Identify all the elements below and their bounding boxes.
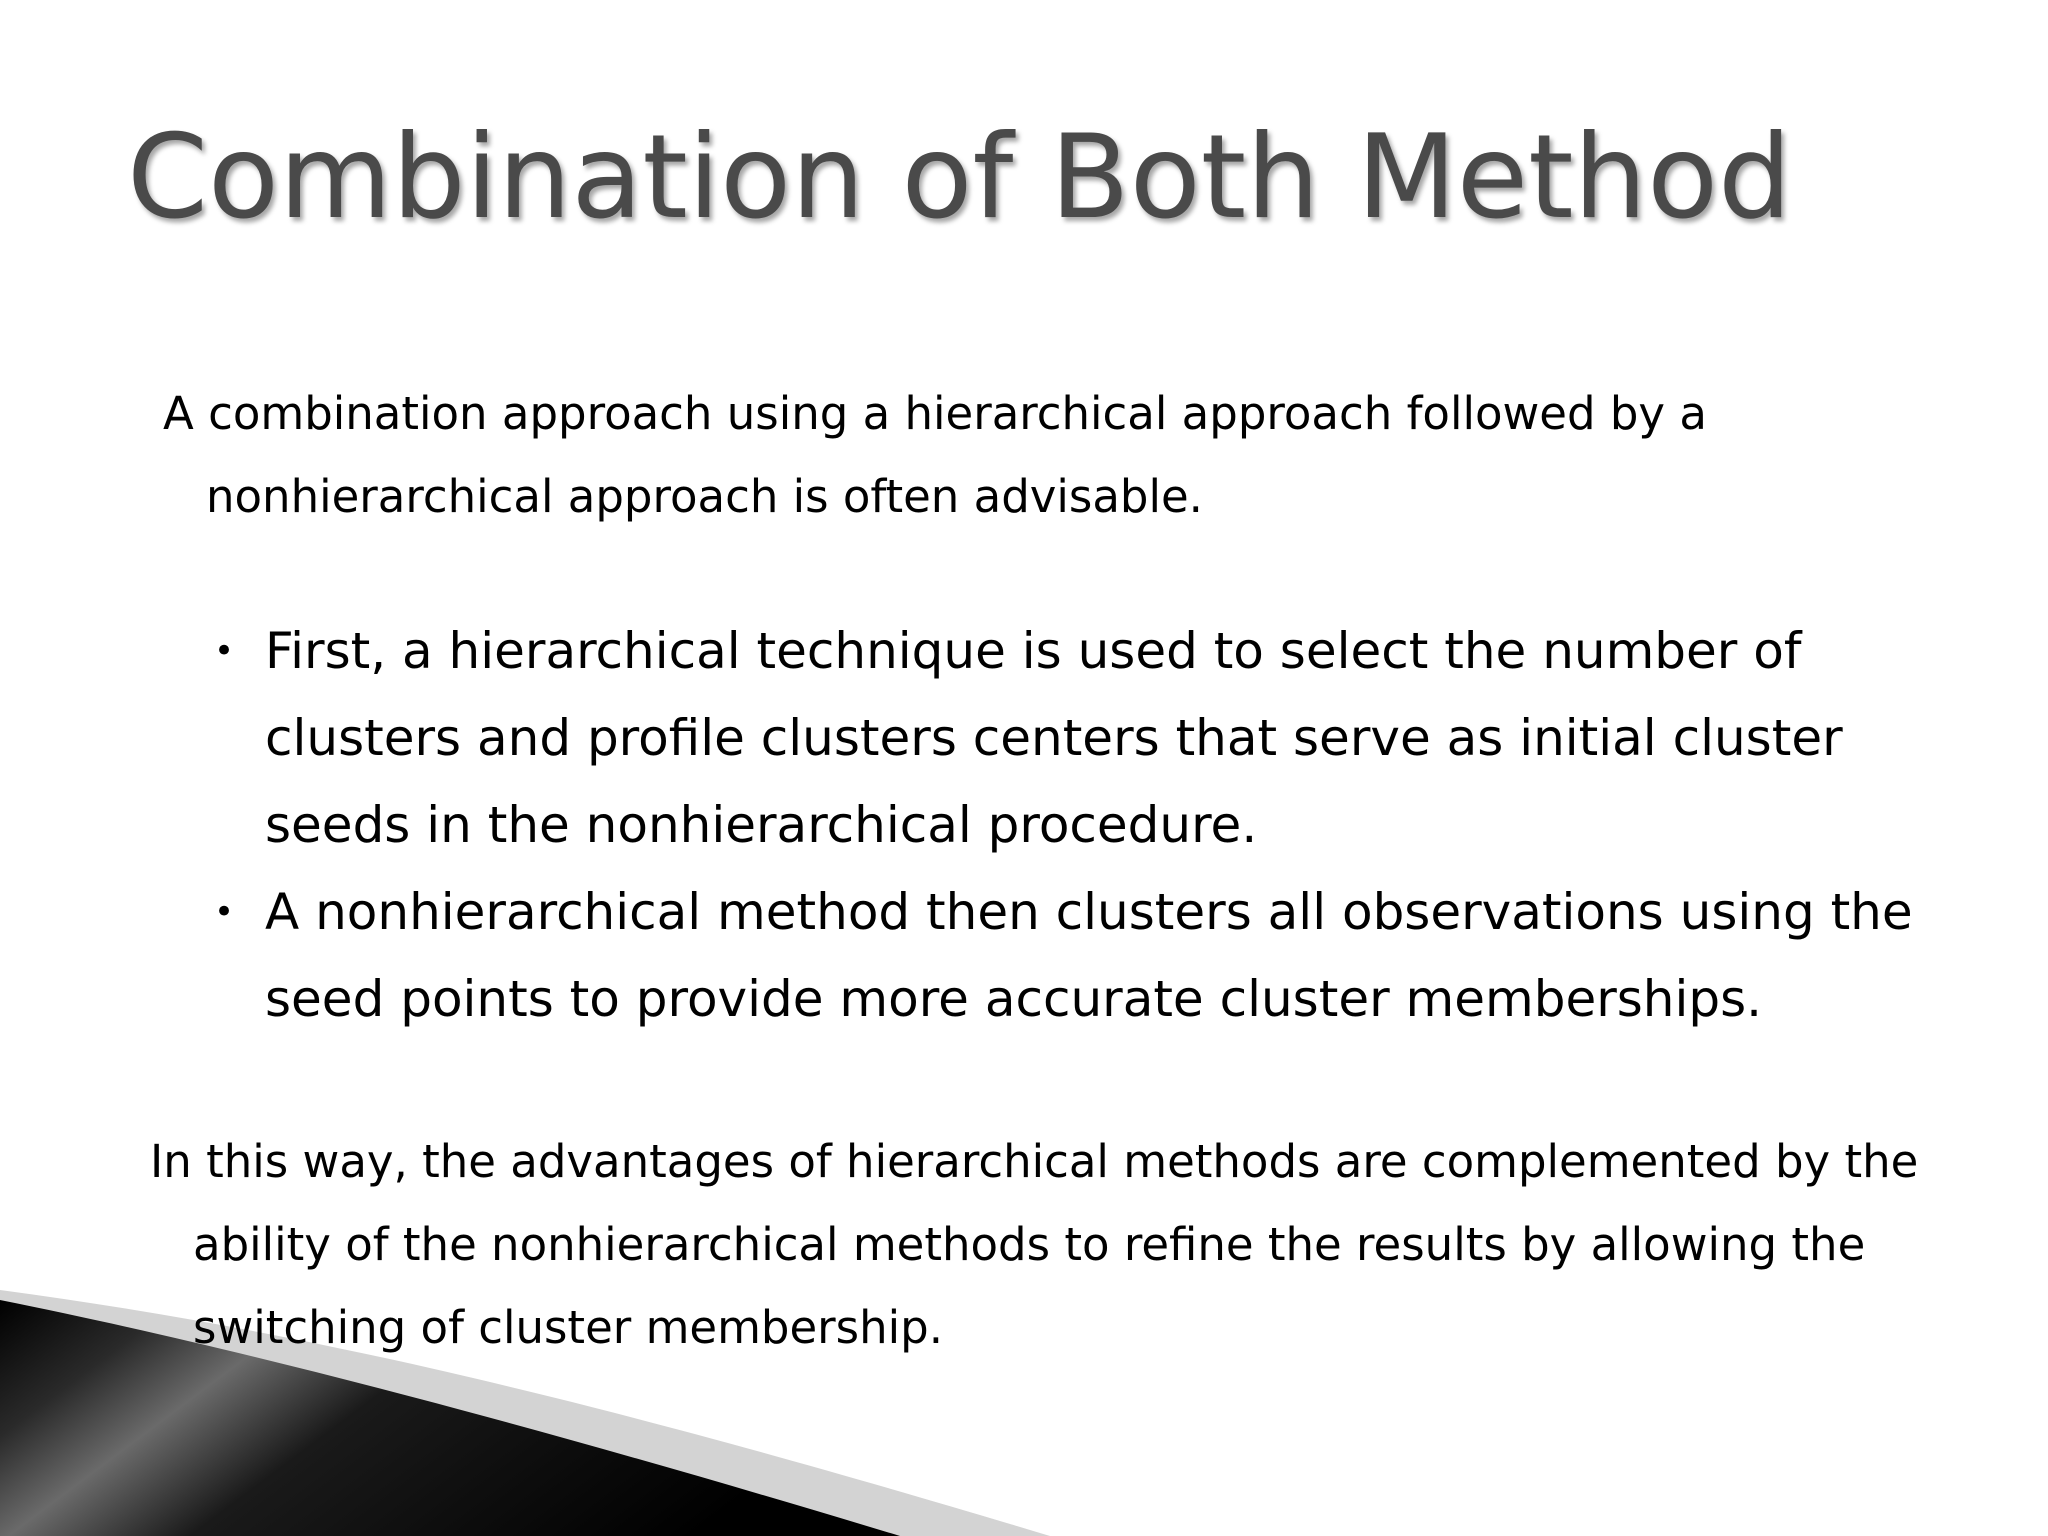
slide-title: Combination of Both Method	[127, 110, 1792, 245]
bullet-text: A nonhierarchical method then clusters all observations using the seed points to provide more accurate cluster memberships.	[265, 883, 1913, 1028]
bullet-text: First, a hierarchical technique is used to select the number of clusters and profile clusters centers that serve as initial cluster seeds in the nonhierarchical procedure.	[265, 622, 1843, 854]
bullet-item	[210, 608, 1930, 869]
intro-paragraph: A combination approach using a hierarchical approach followed by a nonhierarchical approach is often advisable.	[163, 387, 1707, 523]
conclusion-paragraph: In this way, the advantages of hierarchical methods are complemented by the ability of the nonhierarchical methods to refine the results by allowing the switching of cluster membership.	[150, 1135, 1919, 1354]
bullet-marker: •	[214, 892, 235, 932]
bullet-marker: •	[214, 631, 235, 671]
bullet-item	[210, 869, 1930, 1043]
bullet-list	[210, 608, 1930, 1043]
